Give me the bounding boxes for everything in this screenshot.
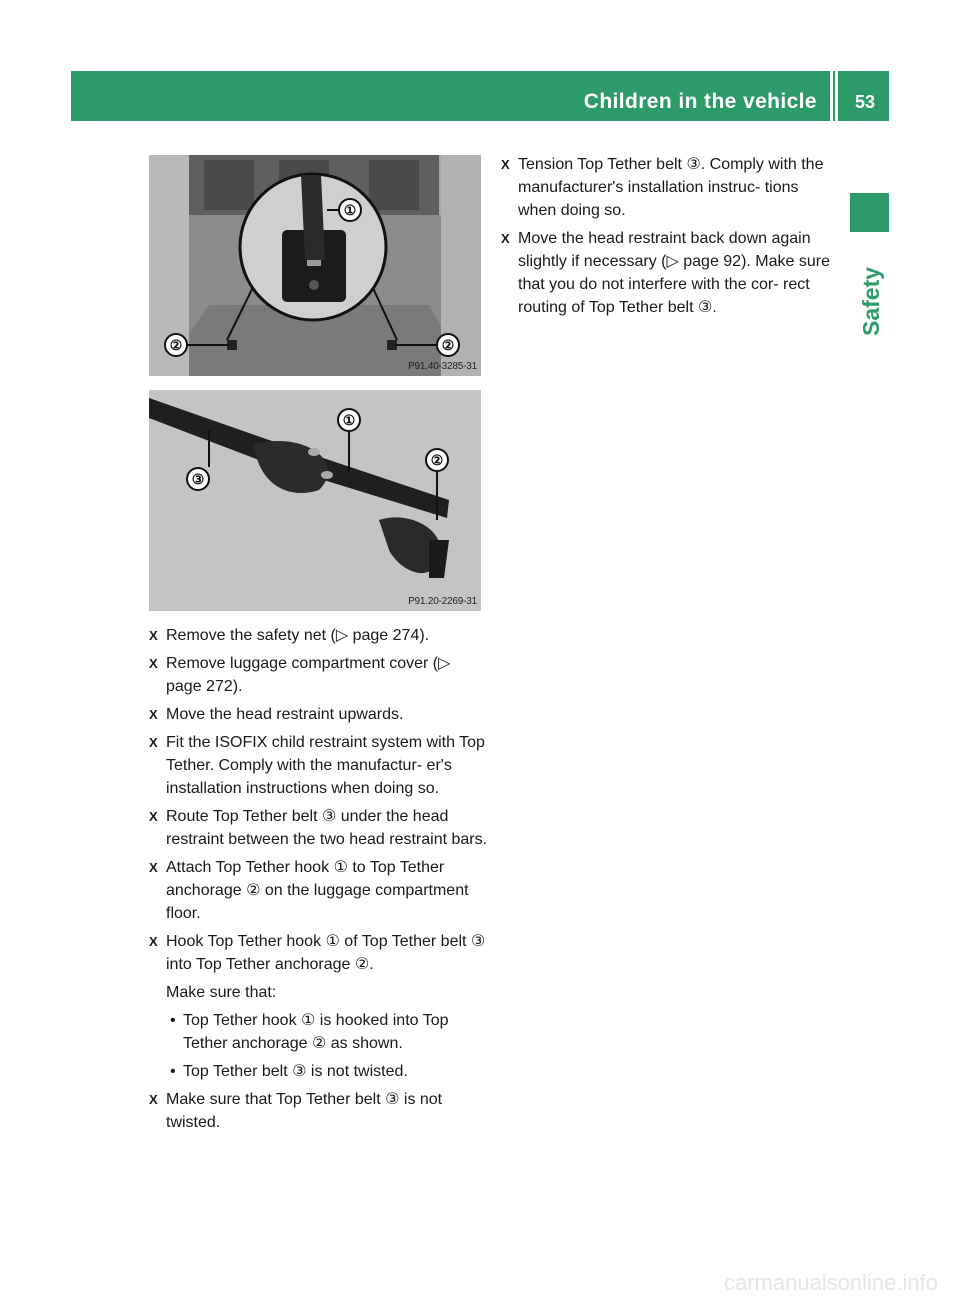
note-text: Make sure that: [166, 984, 277, 1001]
instructions-left [149, 624, 489, 1139]
instruction-step: X Move the head restraint upwards. [149, 703, 489, 726]
figure-code: P91.40-3285-31 [408, 361, 477, 372]
bullet-dot-icon: • [170, 1063, 176, 1080]
callout-number: ② [430, 452, 444, 468]
step-arrow-icon: X [501, 231, 510, 246]
callout-number: ③ [191, 471, 205, 487]
step-arrow-icon: X [149, 707, 158, 722]
page-number: 53 [854, 92, 875, 112]
callout-number: ① [342, 412, 356, 428]
instruction-step: X Tension Top Tether belt ③. Comply with the manufacturer's installation instruc- tions when doing so. [501, 153, 831, 222]
instruction-step: X Fit the ISOFIX child restraint system with Top Tether. Comply with the manufactur- er's installation instructions when doing so. [149, 731, 489, 800]
step-arrow-icon: X [149, 656, 158, 671]
step-arrow-icon: X [149, 809, 158, 824]
instruction-step: X Route Top Tether belt ③ under the head restraint between the two head restraint bars. [149, 805, 489, 851]
instructions-right [501, 153, 831, 324]
step-arrow-icon: X [149, 860, 158, 875]
callout-number: ① [343, 202, 357, 218]
figure-code: P91.20-2269-31 [408, 596, 477, 607]
instruction-step: X Remove luggage compartment cover (▷ page 272). [149, 652, 489, 698]
top-tether-belt-illustration [149, 390, 481, 611]
watermark: carmanualsonline.info [723, 1270, 938, 1295]
page-header [71, 71, 889, 121]
step-arrow-icon: X [149, 1092, 158, 1107]
bullet-item: • Top Tether belt ③ is not twisted. [149, 1060, 489, 1083]
step-arrow-icon: X [149, 735, 158, 750]
header-divider [835, 71, 838, 121]
step-arrow-icon: X [149, 628, 158, 643]
section-title: Children in the vehicle [583, 90, 817, 113]
figure-luggage-anchorage [149, 155, 481, 376]
step-arrow-icon: X [501, 157, 510, 172]
instruction-step: X Hook Top Tether hook ① of Top Tether belt ③ into Top Tether anchorage ②. [149, 930, 489, 976]
instruction-step: X Move the head restraint back down again slightly if necessary (▷ page 92). Make sure that you do not interfere with the cor- rect routing of Top Tether belt ③. [501, 227, 831, 319]
bullet-dot-icon: • [170, 1012, 176, 1029]
callout-number: ② [169, 337, 183, 353]
chapter-label: Safety [858, 266, 884, 336]
header-divider [830, 71, 833, 121]
bullet-item: • Top Tether hook ① is hooked into Top Tether anchorage ② as shown. [149, 1009, 489, 1055]
step-arrow-icon: X [149, 934, 158, 949]
figure-top-tether-belt [149, 390, 481, 611]
callout-number: ② [441, 337, 455, 353]
instruction-step: X Remove the safety net (▷ page 274). [149, 624, 489, 647]
instruction-step: X Make sure that Top Tether belt ③ is not twisted. [149, 1088, 489, 1134]
instruction-step: X Attach Top Tether hook ① to Top Tether anchorage ② on the luggage compartment floor. [149, 856, 489, 925]
luggage-compartment-illustration [149, 155, 481, 376]
